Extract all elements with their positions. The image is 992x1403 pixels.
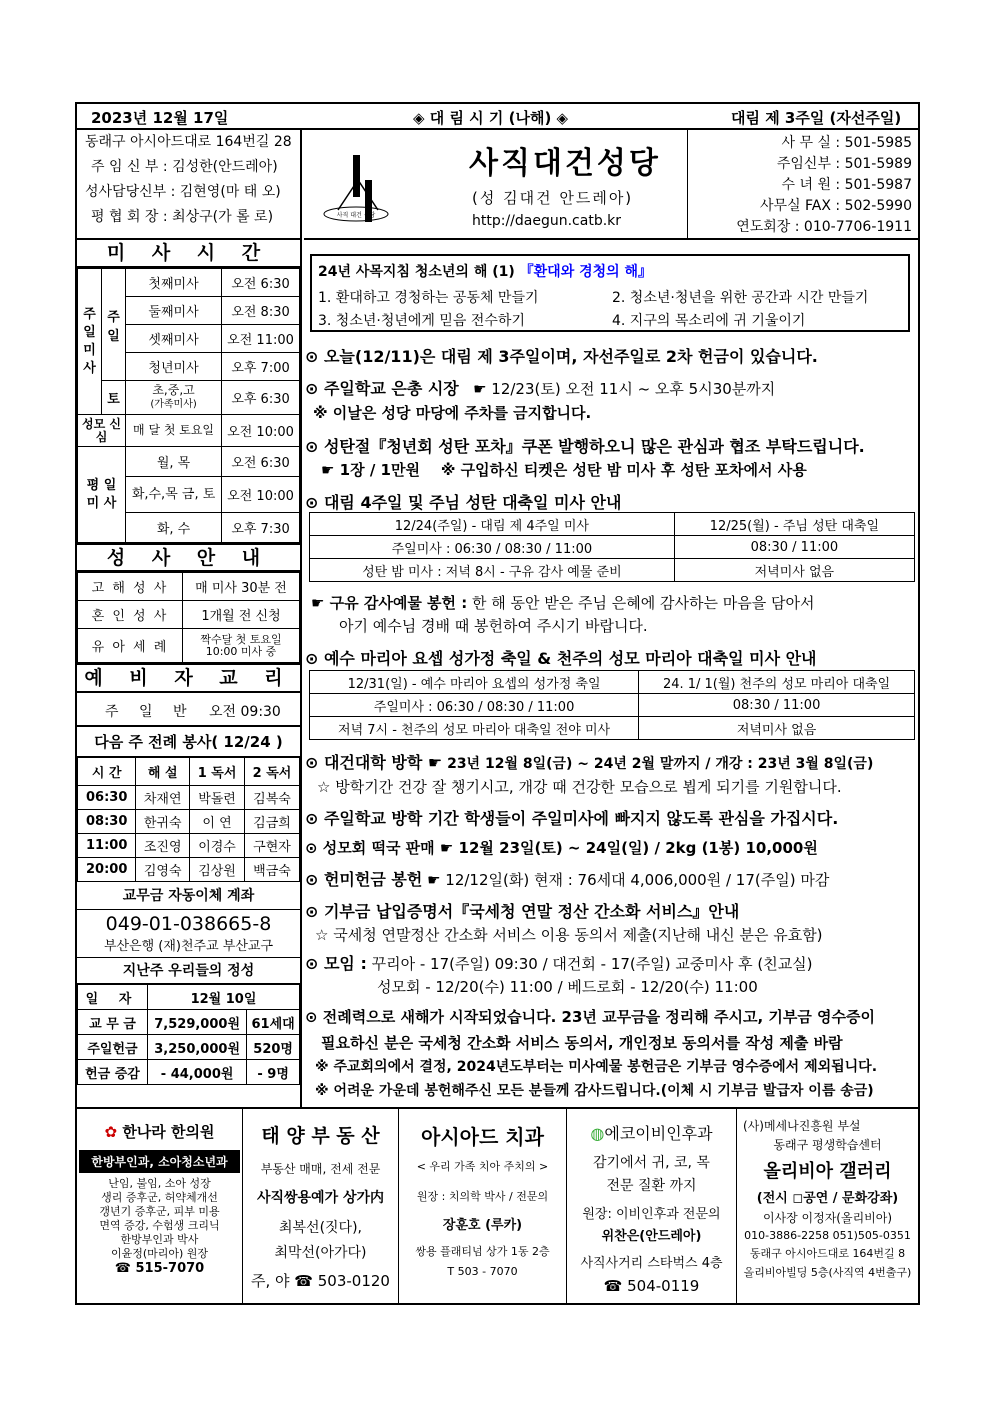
box-title: 24년 사목지침 청소년의 해 (1) 『환대와 경청의 해』 bbox=[318, 264, 653, 280]
ad-ent bbox=[567, 1109, 737, 1305]
sat-mass: 초,중,고 (가족미사) bbox=[126, 381, 222, 415]
table-cell: 김영숙 bbox=[136, 858, 190, 882]
col-header: 2 독서 bbox=[245, 758, 300, 786]
contact-line: 연도회장 : 010-7706-1911 bbox=[736, 219, 912, 235]
mass-time: 오전 10:00 bbox=[222, 415, 300, 447]
church-logo-icon bbox=[318, 150, 398, 230]
header-season: ◈ 대 림 시 기 (나해) ◈ bbox=[413, 109, 569, 127]
ad-name: 아시아드 치과 bbox=[421, 1125, 544, 1149]
table-cell: 24. 1/ 1(월) 천주의 성모 마리아 대축일 bbox=[639, 671, 915, 694]
ad-line: 사직사거리 스타벅스 4층 bbox=[580, 1256, 723, 1271]
notice-item: ※ 주교회의에서 결정, 2024년도부터는 미사예물 봉헌금은 기부금 영수증에서 제외됩니다. bbox=[315, 1059, 878, 1075]
pastor: 주 임 신 부 : 김성한(안드레아) bbox=[91, 159, 278, 175]
mass-time: 오후 6:30 bbox=[222, 381, 300, 415]
table-cell: 3,250,000원 bbox=[148, 1035, 247, 1060]
mass-name: 셋째미사 bbox=[126, 325, 222, 353]
ad-name: ✿ 한나라 한의원 bbox=[104, 1123, 215, 1141]
ad-line: 부동산 매매, 전세 전문 bbox=[260, 1162, 381, 1176]
ad-line: 장훈호 (루카) bbox=[442, 1218, 523, 1233]
ad-line: 최막선(아가다) bbox=[274, 1245, 367, 1261]
ad-line: (사)메세나진흥원 부설 bbox=[743, 1119, 861, 1133]
ad-line: 생리 증후군, 허약체개선 bbox=[101, 1191, 218, 1204]
church-patron: (성 김대건 안드레아) bbox=[472, 189, 634, 207]
table-cell: 08:30 bbox=[78, 810, 136, 834]
church-title-block bbox=[304, 130, 687, 240]
mass-time: 오후 7:30 bbox=[222, 513, 300, 543]
weekday-label: 평 일 미 사 bbox=[78, 447, 126, 543]
ad-line: 올리비아빌딩 5층(사직역 4번출구) bbox=[743, 1266, 912, 1279]
address: 동래구 아시아드대로 164번길 28 bbox=[85, 134, 292, 150]
mass-time: 오전 8:30 bbox=[222, 297, 300, 325]
box-item: 2. 청소년·청년을 위한 공간과 시간 만들기 bbox=[612, 290, 869, 306]
council: 평 협 회 장 : 최상구(가 롤 로) bbox=[91, 209, 274, 225]
ad-realestate bbox=[243, 1109, 399, 1305]
notice-item: ⊙ 오늘(12/11)은 대림 제 3주일이며, 자선주일로 2차 헌금이 있습니다. bbox=[305, 347, 818, 366]
ad-line: 동래구 평생학습센터 bbox=[773, 1138, 882, 1152]
ad-tel: ☎ 515-7070 bbox=[114, 1261, 205, 1276]
table-cell: 김상원 bbox=[190, 858, 245, 882]
header-week: 대림 제 3주일 (자선주일) bbox=[731, 109, 902, 127]
catechism-title: 예 비 자 교 리 bbox=[77, 663, 300, 693]
table-cell: 7,529,000원 bbox=[148, 1010, 247, 1035]
table-cell: 한귀숙 bbox=[136, 810, 190, 834]
table-cell: - 44,000원 bbox=[148, 1060, 247, 1085]
catechism-label: 주 일 반 bbox=[105, 704, 195, 720]
table-cell: 김복숙 bbox=[245, 786, 300, 810]
mass-name: 첫째미사 bbox=[126, 269, 222, 297]
table-cell: 저녁 7시 - 천주의 성모 마리아 대축일 전야 미사 bbox=[310, 717, 639, 740]
table-cell: 08:30 / 11:00 bbox=[674, 536, 914, 559]
ad-dental bbox=[399, 1109, 567, 1305]
table-cell: 백금숙 bbox=[245, 858, 300, 882]
mass-name: 둘째미사 bbox=[126, 297, 222, 325]
sacrament-time: 짝수달 첫 토요일 10:00 미사 중 bbox=[183, 629, 300, 663]
svg-text:사직 대건 성당: 사직 대건 성당 bbox=[336, 212, 376, 219]
ad-line: (전시 ◻공연 / 문화강좌) bbox=[756, 1191, 899, 1206]
ad-line: 010-3886-2258 051)505-0351 bbox=[744, 1229, 911, 1242]
ad-gallery bbox=[737, 1109, 918, 1305]
table-cell: 저녁미사 없음 bbox=[674, 559, 914, 582]
notice-item: ☆ 방학기간 건강 잘 챙기시고, 개강 때 건강한 모습으로 뵙게 되기를 기원합니다. bbox=[317, 778, 842, 796]
notice-item: ※ 어려운 가운데 봉헌해주신 모든 분들께 감사드립니다.(이체 시 기부금 발급자 이름 송금) bbox=[315, 1083, 874, 1099]
notice-item: 아기 예수님 경배 때 봉헌하여 주시기 바랍니다. bbox=[339, 617, 648, 635]
notice-item: ⊙ 헌미헌금 봉헌 ☛ 12/12일(화) 현재 : 76세대 4,006,000원 / 17(주일) 마감 bbox=[305, 870, 830, 889]
table-cell: 교 무 금 bbox=[78, 1010, 148, 1035]
ad-line: 동래구 아시아드대로 164번길 8 bbox=[749, 1247, 906, 1260]
ad-line: 한방부인과 박사 bbox=[120, 1233, 199, 1246]
ad-line: < 우리 가족 치아 주치의 > bbox=[416, 1160, 549, 1173]
church-name: 사직대건성당 bbox=[469, 146, 661, 181]
account-number: 049-01-038665-8 bbox=[105, 913, 272, 935]
col-header: 해 설 bbox=[136, 758, 190, 786]
mass-time: 오전 6:30 bbox=[222, 447, 300, 477]
sacrament-name: 고 해 성 사 bbox=[78, 573, 183, 601]
account-title: 교무금 자동이체 계좌 bbox=[77, 882, 300, 910]
offering-table bbox=[77, 984, 300, 1085]
table-cell: 06:30 bbox=[78, 786, 136, 810]
mass-name: 청년미사 bbox=[126, 353, 222, 381]
contact-line: 사 무 실 : 501-5985 bbox=[781, 135, 912, 151]
ad-line: 쌍용 플래티넘 상가 1동 2층 bbox=[415, 1245, 550, 1258]
ad-tel: ☎ 504-0119 bbox=[603, 1277, 700, 1295]
mass-time: 오후 7:00 bbox=[222, 353, 300, 381]
table-cell: 조진영 bbox=[136, 834, 190, 858]
ad-name: 올리비아 갤러리 bbox=[763, 1161, 892, 1182]
box-item: 4. 지구의 목소리에 귀 기울이기 bbox=[612, 313, 806, 329]
mass-title: 미 사 시 간 bbox=[77, 240, 300, 268]
sm-label: 성모 신심 bbox=[78, 415, 126, 447]
mass-name: 월, 목 bbox=[126, 447, 222, 477]
table-cell: 이경수 bbox=[190, 834, 245, 858]
table-cell: 61세대 bbox=[247, 1010, 300, 1035]
notice-item: ⊙ 주일학교 은총 시장 ☛ 12/23(토) 오전 11시 ~ 오후 5시30분까지 bbox=[305, 379, 776, 398]
sunday-label: 주 일 미 사 bbox=[78, 269, 102, 415]
ad-tag: 한방부인과, 소아청소년과 bbox=[79, 1150, 240, 1173]
newyear-table bbox=[309, 670, 915, 740]
ad-line: 면역 증강, 수험생 크리닉 bbox=[99, 1219, 220, 1232]
mass-time: 오전 6:30 bbox=[222, 269, 300, 297]
notice-item: ⊙ 예수 마리아 요셉 성가정 축일 & 천주의 성모 마리아 대축일 미사 안내 bbox=[305, 649, 817, 668]
notice-item: ⊙ 성모회 떡국 판매 ☛ 12월 23일(토) ~ 24일(일) / 2kg (1봉) 10,000원 bbox=[305, 839, 818, 857]
ad-line: 최복선(짓다), bbox=[279, 1220, 362, 1236]
table-cell: 일 자 bbox=[78, 985, 148, 1010]
service-table bbox=[77, 757, 300, 882]
ad-name: ◍에코이비인후과 bbox=[590, 1124, 713, 1143]
sm-name: 매 달 첫 토요일 bbox=[126, 415, 222, 447]
mass-time: 오전 11:00 bbox=[222, 325, 300, 353]
table-cell: 이 연 bbox=[190, 810, 245, 834]
table-cell: 주일헌금 bbox=[78, 1035, 148, 1060]
ju-label: 주 일 bbox=[102, 269, 126, 381]
notice-item: 성모회 - 12/20(수) 11:00 / 베드로회 - 12/20(수) 11:00 bbox=[377, 978, 758, 996]
table-cell: 구현자 bbox=[245, 834, 300, 858]
table-cell: 12/25(월) - 주님 성탄 대축일 bbox=[674, 513, 914, 536]
notice-item: ⊙ 대건대학 방학 ☛ 23년 12월 8일(금) ~ 24년 2월 말까지 / 개강 : 23년 3월 8일(금) bbox=[305, 753, 874, 772]
sacrament-title: 성 사 안 내 bbox=[77, 543, 300, 572]
account-bank: 부산은행 (재)천주교 부산교구 bbox=[77, 935, 300, 958]
table-cell: 12월 10일 bbox=[148, 985, 300, 1010]
header-date: 2023년 12월 17일 bbox=[91, 109, 229, 127]
church-url[interactable]: http://daegun.catb.kr bbox=[472, 213, 622, 229]
box-item: 1. 환대하고 경청하는 공동체 만들기 bbox=[318, 290, 539, 306]
catechism-time: 오전 09:30 bbox=[209, 704, 281, 720]
notice-item: ⊙ 대림 4주일 및 주님 성탄 대축일 미사 안내 bbox=[305, 493, 622, 512]
table-cell: 12/31(일) - 예수 마리아 요셉의 성가정 축일 bbox=[310, 671, 639, 694]
col-header: 1 독서 bbox=[190, 758, 245, 786]
mass-name: 화, 수 bbox=[126, 513, 222, 543]
ad-line: 전문 질환 까지 bbox=[606, 1178, 697, 1194]
ad-line: 사직쌍용예가 상가内 bbox=[256, 1190, 385, 1206]
box-item: 3. 청소년·청년에게 믿음 전수하기 bbox=[318, 313, 525, 329]
contact-line: 주임신부 : 501-5989 bbox=[776, 156, 912, 172]
offering-title: 지난주 우리들의 정성 bbox=[77, 958, 300, 984]
ad-line: 갱년기 증후군, 피부 미용 bbox=[99, 1205, 220, 1218]
table-cell: 헌금 증감 bbox=[78, 1060, 148, 1085]
col-header: 시 간 bbox=[78, 758, 136, 786]
table-cell: - 9명 bbox=[247, 1060, 300, 1085]
table-cell: 차재연 bbox=[136, 786, 190, 810]
contact-line: 사무실 FAX : 502-5990 bbox=[760, 198, 912, 214]
sacrament-time: 1개월 전 신청 bbox=[183, 601, 300, 629]
table-cell: 박돌련 bbox=[190, 786, 245, 810]
mass-table bbox=[77, 268, 300, 543]
ad-line: 감기에서 귀, 코, 목 bbox=[593, 1155, 710, 1171]
contact-line: 수 녀 원 : 501-5987 bbox=[781, 177, 912, 193]
eco-logo-icon: ◍ bbox=[590, 1124, 605, 1143]
ad-hannara bbox=[77, 1109, 243, 1305]
table-cell: 520명 bbox=[247, 1035, 300, 1060]
ad-tel: 주, 야 ☎ 503-0120 bbox=[251, 1272, 390, 1290]
ad-line: 난임, 불임, 소아 성장 bbox=[108, 1177, 211, 1190]
ad-line: 위찬은(안드레아) bbox=[601, 1229, 702, 1244]
sacrament-time: 매 미사 30분 전 bbox=[183, 573, 300, 601]
mass-time: 오전 10:00 bbox=[222, 477, 300, 513]
ad-line: 이사장 이정자(올리비아) bbox=[762, 1211, 893, 1225]
notice-item: 필요하신 분은 국세청 간소화 서비스 동의서, 개인정보 동의서를 작성 제출 바람 bbox=[321, 1034, 843, 1052]
notice-item: ⊙ 성탄절『청년회 성탄 포차』쿠폰 발행하오니 많은 관심과 협조 부탁드립니다. bbox=[305, 437, 865, 456]
vicar: 성사담당신부 : 김현영(마 태 오) bbox=[85, 184, 281, 200]
info-block bbox=[77, 130, 302, 240]
contacts bbox=[687, 130, 918, 240]
christmas-table bbox=[309, 512, 915, 582]
ad-line: 원장: 이비인후과 전문의 bbox=[582, 1207, 721, 1222]
table-cell: 주일미사 : 06:30 / 08:30 / 11:00 bbox=[310, 536, 675, 559]
table-cell: 08:30 / 11:00 bbox=[639, 694, 915, 717]
table-cell: 성탄 밤 미사 : 저녁 8시 - 구유 감사 예물 준비 bbox=[310, 559, 675, 582]
notice-item: ☛ 1장 / 1만원 ※ 구입하신 티켓은 성탄 밤 미사 후 성탄 포차에서 사용 bbox=[321, 461, 807, 479]
mass-name: 화,수,목 금, 토 bbox=[126, 477, 222, 513]
sacrament-table bbox=[77, 572, 300, 663]
left-column bbox=[77, 240, 302, 1109]
catechism-row bbox=[77, 693, 300, 727]
sacrament-name: 유 아 세 례 bbox=[78, 629, 183, 663]
table-cell: 주일미사 : 06:30 / 08:30 / 11:00 bbox=[310, 694, 639, 717]
table-cell: 11:00 bbox=[78, 834, 136, 858]
notice-item: ⊙ 기부금 납입증명서『국세청 연말 정산 간소화 서비스』안내 bbox=[305, 902, 740, 921]
ad-name: 태 양 부 동 산 bbox=[261, 1125, 380, 1147]
notice-item: ⊙ 주일학교 방학 기간 학생들이 주일미사에 빠지지 않도록 관심을 가집시다. bbox=[305, 809, 839, 828]
table-cell: 김금희 bbox=[245, 810, 300, 834]
header-bar bbox=[77, 104, 918, 130]
notice-item: ⊙ 모임 : 꾸리아 - 17(주일) 09:30 / 대건회 - 17(주일) 교중미사 후 (친교실) bbox=[305, 954, 813, 973]
notice-item: ⊙ 전례력으로 새해가 시작되었습니다. 23년 교무금을 정리해 주시고, 기부금 영수증이 bbox=[305, 1008, 876, 1026]
table-cell: 저녁미사 없음 bbox=[639, 717, 915, 740]
table-cell: 12/24(주일) - 대림 제 4주일 미사 bbox=[310, 513, 675, 536]
ad-line: 원장 : 치의학 박사 / 전문의 bbox=[416, 1190, 549, 1203]
notice-item: ※ 이날은 성당 마당에 주차를 금지합니다. bbox=[313, 404, 592, 422]
pastoral-box bbox=[310, 254, 910, 332]
bulletin-page bbox=[75, 102, 920, 1305]
ad-line: T 503 - 7070 bbox=[447, 1265, 518, 1278]
service-title: 다음 주 전례 봉사( 12/24 ) bbox=[77, 727, 300, 757]
flower-icon: ✿ bbox=[104, 1123, 118, 1141]
to-label: 토 bbox=[102, 381, 126, 415]
notice-item: ☛ 구유 감사예물 봉헌 : 한 해 동안 받은 주님 은혜에 감사하는 마음을 담아서 bbox=[311, 594, 815, 612]
table-cell: 20:00 bbox=[78, 858, 136, 882]
notice-item: ☆ 국세청 연말정산 간소화 서비스 이용 동의서 제출(지난해 내신 분은 유효함) bbox=[315, 926, 823, 944]
ad-line: 이윤정(마리아) 원장 bbox=[110, 1247, 209, 1260]
sacrament-name: 혼 인 성 사 bbox=[78, 601, 183, 629]
